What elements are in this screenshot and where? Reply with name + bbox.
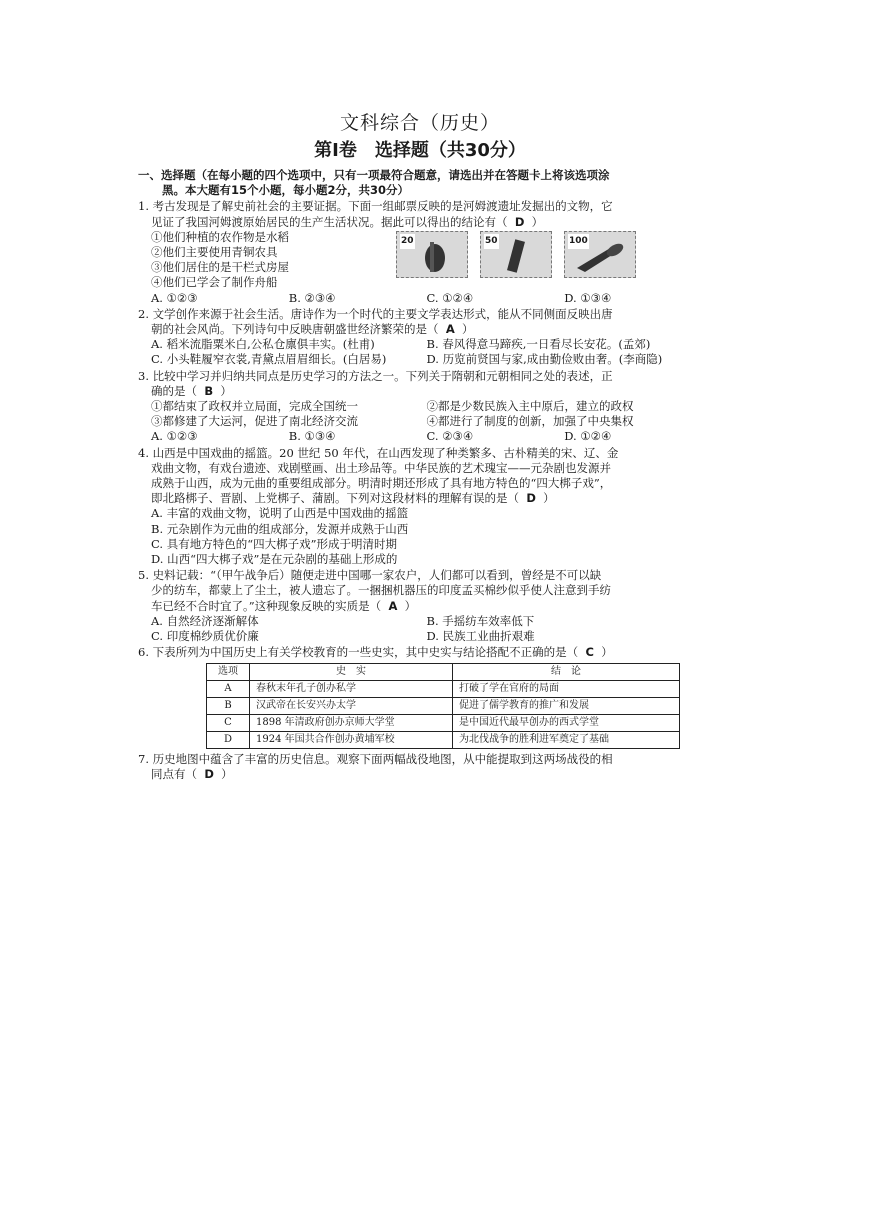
q5-option-d[interactable]: D. 民族工业曲折艰难	[426, 629, 535, 644]
q5-close-paren: ）	[404, 598, 417, 613]
q2-option-c[interactable]: C. 小头鞋履窄衣裳,青黛点眉眉细长。(白居易)	[151, 352, 387, 367]
question-5	[138, 568, 702, 644]
q4-close-paren: ）	[543, 491, 555, 506]
q4-option-d[interactable]: D. 山西“四大梆子戏”是在元杂剧的基础上形成的	[151, 552, 398, 567]
q1-option-d[interactable]: D. ①③④	[564, 290, 612, 305]
table-cell-conclusion: 为北伐战争的胜利进军奠定了基础	[453, 731, 680, 748]
q7-line-1: 7. 历史地图中蕴含了丰富的历史信息。观察下面两幅战役地图，从中能提取到这两场战役的相	[138, 751, 613, 766]
q4-stem-end: 即北路梆子、晋剧、上党梆子、蒲剧。下列对这段材料的理解有误的是（	[151, 491, 519, 506]
q1-answer: D	[514, 214, 525, 229]
table-cell-fact: 1924 年国共合作创办黄埔军校	[250, 731, 453, 748]
q4-option-a[interactable]: A. 丰富的戏曲文物，说明了山西是中国戏曲的摇篮	[151, 506, 409, 521]
q1-close-paren: ）	[531, 214, 544, 229]
q6-close-paren: ）	[601, 645, 613, 660]
q1-item-3: ③他们居住的是干栏式房屋	[151, 260, 289, 275]
instructions-line-1: 一、选择题（在每小题的四个选项中，只有一项最符合题意，请选出并在答题卡上将该选项涂	[138, 168, 610, 182]
q2-line-1: 2. 文学创作来源于社会生活。唐诗作为一个时代的主要文学表达形式，能从不同侧面反映出唐	[138, 306, 613, 321]
table-cell-option: C	[207, 714, 250, 731]
q5-answer: A	[388, 598, 398, 613]
q3-close-paren: ）	[220, 383, 232, 398]
table-cell-fact: 1898 年清政府创办京师大学堂	[250, 714, 453, 731]
q4-option-c[interactable]: C. 具有地方特色的“四大梆子戏”形成于明清时期	[151, 536, 397, 551]
question-1	[138, 199, 702, 305]
table-header-fact: 史 实	[250, 663, 453, 680]
question-4	[138, 446, 702, 568]
q2-option-b[interactable]: B. 春风得意马蹄疾,一日看尽长安花。(孟郊)	[426, 337, 651, 352]
q1-item-1: ①他们种植的农作物是水稻	[151, 229, 289, 244]
section-instructions	[138, 168, 702, 198]
q5-option-a[interactable]: A. 自然经济逐渐解体	[151, 613, 259, 628]
q1-line-1: 1. 考古发现是了解史前社会的主要证据。下面一组邮票反映的是河姆渡遗址发掘出的文物，它	[138, 199, 613, 214]
table-cell-option: B	[207, 697, 250, 714]
stamp-value-2: 50	[484, 234, 499, 249]
stamp-value-3: 100	[568, 234, 589, 249]
q5-line-1: 5. 史料记载：“（甲午战争后）随便走进中国哪一家农户，人们都可以看到，曾经是不可以缺	[138, 568, 602, 583]
q4-option-b[interactable]: B. 元杂剧作为元曲的组成部分，发源并成熟于山西	[151, 521, 409, 536]
question-2	[138, 307, 702, 368]
exam-content	[138, 110, 702, 782]
q1-option-b[interactable]: B. ②③④	[288, 290, 336, 305]
table-header-conclusion: 结 论	[453, 663, 680, 680]
question-3	[138, 369, 702, 445]
history-facts-table	[206, 663, 680, 749]
q3-answer: B	[204, 383, 214, 398]
q3-option-c[interactable]: C. ②③④	[426, 429, 474, 444]
q1-item-2: ②他们主要使用青铜农具	[151, 245, 278, 260]
table-cell-option: A	[207, 680, 250, 697]
q5-line-3	[138, 599, 702, 614]
q2-answer: A	[445, 322, 455, 337]
q2-stem-end: 朝的社会风尚。下列诗句中反映唐朝盛世经济繁荣的是（	[151, 322, 439, 337]
q7-stem-end: 同点有（	[151, 766, 197, 781]
q1-body	[138, 230, 702, 291]
q4-answer: D	[526, 491, 536, 506]
q7-close-paren: ）	[221, 766, 233, 781]
q2-close-paren: ）	[462, 322, 474, 337]
table-header-option: 选项	[207, 663, 250, 680]
q3-option-a[interactable]: A. ①②③	[151, 429, 198, 444]
table-cell-fact: 春秋末年孔子创办私学	[250, 680, 453, 697]
q4-line-2: 戏曲文物，有戏台遗迹、戏剧壁画、出土珍品等。中华民族的艺术瑰宝——元杂剧也发源并	[151, 460, 611, 475]
q7-answer: D	[204, 766, 214, 781]
q3-items-row-2	[138, 414, 702, 429]
table-row	[207, 697, 680, 714]
q3-line-1: 3. 比较中学习并归纳共同点是历史学习的方法之一。下列关于隋朝和元朝相同之处的表述，正	[138, 368, 613, 383]
q1-option-c[interactable]: C. ①②④	[426, 290, 474, 305]
table-cell-option: D	[207, 731, 250, 748]
q3-stem-end: 确的是（	[151, 383, 197, 398]
q6-stem: 6. 下表所列为中国历史上有关学校教育的一些史实，其中史实与结论搭配不正确的是（	[138, 645, 579, 660]
question-6	[138, 645, 702, 748]
q3-line-2	[138, 384, 702, 399]
q6-line-1	[138, 645, 702, 660]
q7-line-2	[138, 767, 702, 782]
q4-line-4	[138, 491, 702, 506]
q4-line-1: 4. 山西是中国戏曲的摇篮。20 世纪 50 年代，在山西发现了种类繁多、古朴精美的宋、辽、金	[138, 445, 619, 460]
table-row	[207, 680, 680, 697]
q1-item-4: ④他们已学会了制作舟船	[151, 275, 278, 290]
stamp-images	[396, 231, 636, 291]
q6-answer: C	[585, 645, 594, 660]
stamp-value-1: 20	[400, 234, 415, 249]
q2-option-a[interactable]: A. 稻米流脂粟米白,公私仓廪俱丰实。(杜甫)	[151, 337, 375, 352]
section-subtitle: 第Ⅰ卷 选择题（共30分）	[314, 140, 526, 161]
q3-item-1: ①都结束了政权并立局面，完成全国统一	[151, 399, 358, 414]
q2-option-d[interactable]: D. 历览前贤国与家,成由勤俭败由奢。(李商隐)	[426, 352, 663, 367]
table-cell-conclusion: 是中国近代最早创办的西式学堂	[453, 714, 680, 731]
table-header-row	[207, 663, 680, 680]
q3-item-4: ④都进行了制度的创新，加强了中央集权	[426, 414, 634, 429]
page-title: 文科综合（历史）	[339, 112, 500, 134]
q1-options	[138, 291, 702, 306]
q3-item-3: ③都修建了大运河，促进了南北经济交流	[151, 414, 358, 429]
q4-line-3: 成熟于山西，成为元曲的重要组成部分。明清时期还形成了具有地方特色的“四大梆子戏”，	[151, 476, 612, 491]
q3-item-2: ②都是少数民族入主中原后，建立的政权	[426, 399, 634, 414]
q5-option-b[interactable]: B. 手摇纺车效率低下	[426, 613, 535, 628]
instructions-line-2: 黑。本大题有15个小题，每小题2分，共30分）	[162, 183, 410, 198]
q1-items	[151, 230, 396, 291]
question-7	[138, 752, 702, 782]
table-cell-fact: 汉武帝在长安兴办太学	[250, 697, 453, 714]
table-cell-conclusion: 打破了学在官府的局面	[453, 680, 680, 697]
q5-option-c[interactable]: C. 印度棉纱质优价廉	[151, 629, 259, 644]
q1-option-a[interactable]: A. ①②③	[151, 290, 198, 305]
q3-options	[138, 429, 702, 444]
q5-options-row-1	[138, 614, 702, 629]
table-row	[207, 731, 680, 748]
q3-option-d[interactable]: D. ①②④	[564, 429, 612, 444]
q2-options-row-1	[138, 337, 702, 352]
q2-line-2	[138, 322, 702, 337]
q1-line-2	[138, 215, 702, 230]
q1-stem-end: 见证了我国河姆渡原始居民的生产生活状况。据此可以得出的结论有（	[151, 214, 508, 229]
stamp-image-1	[396, 231, 468, 278]
table-row	[207, 714, 680, 731]
table-cell-conclusion: 促进了儒学教育的推广和发展	[453, 697, 680, 714]
q5-line-2: 少的纺车，都蒙上了尘土，被人遗忘了。一捆捆机器压的印度孟买棉纱似乎使人注意到手纺	[151, 583, 611, 598]
q2-options-row-2	[138, 352, 702, 367]
q5-options-row-2	[138, 629, 702, 644]
q3-option-b[interactable]: B. ①③④	[288, 429, 336, 444]
q5-stem-end: 车已经不合时宜了。”这种现象反映的实质是（	[151, 598, 382, 613]
q3-items-row-1	[138, 399, 702, 414]
stamp-image-2	[480, 231, 552, 278]
stamp-image-3	[564, 231, 636, 278]
